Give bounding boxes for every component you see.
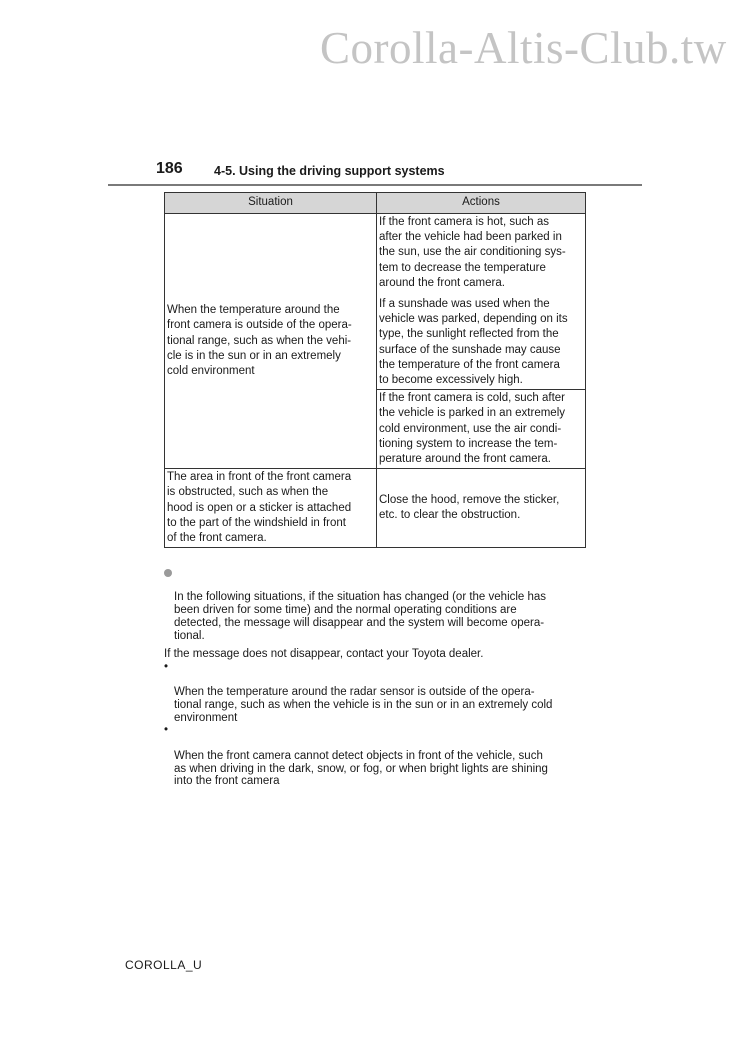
action-text: If a sunshade was used when the vehicle was parked, depending on its type, the sunlight reflected from the surface of the sunshade may cause the temperature of the front camera to become excessively high.: [379, 298, 568, 387]
column-header-actions: Actions: [377, 193, 586, 214]
notes-section: [164, 566, 594, 788]
bullet-dot: •: [164, 660, 169, 673]
bullet-dot: •: [164, 724, 169, 737]
footer-label: COROLLA_U: [125, 958, 203, 972]
watermark: Corolla-Altis-Club.tw: [320, 23, 727, 73]
page-number: 186: [156, 160, 183, 177]
action-cell: [377, 390, 586, 469]
action-text: If the front camera is hot, such as after the vehicle had been parked in the sun, use the air conditioning sys- tem to decrease the temperature around the front camera.: [379, 216, 566, 289]
situation-text: When the temperature around the front camera is outside of the opera- tional range, such as when the vehi- cle is in the sun or in an extremely cold environment: [167, 304, 352, 377]
action-cell: [377, 469, 586, 548]
section-title: 4-5. Using the driving support systems: [214, 164, 445, 178]
situation-cell: [165, 214, 377, 469]
table-row: [165, 214, 586, 390]
page-header: [108, 160, 642, 186]
column-header-situation: Situation: [165, 193, 377, 214]
circle-bullet-icon: [164, 569, 172, 577]
action-text: If the front camera is cold, such after the vehicle is parked in an extremely cold environment, use the air condi- tioning system to increase the tem- perature around the front camera.: [379, 392, 566, 466]
list-item-text: When the temperature around the radar sensor is outside of the opera- tional range, such as when the vehicle is in the sun or in an extremely cold environment: [174, 686, 553, 724]
table-header-row: [165, 193, 586, 214]
action-cell: [377, 214, 586, 390]
situation-text: The area in front of the front camera is obstructed, such as when the hood is open or a sticker is attached to the part of the windshield in front of the front camera.: [167, 471, 352, 545]
note-paragraph: [164, 566, 594, 642]
list-item: [164, 724, 594, 788]
action-text: Close the hood, remove the sticker, etc. to clear the obstruction.: [379, 494, 560, 522]
table-row: [165, 469, 586, 548]
dealer-note: If the message does not disappear, contact your Toyota dealer.: [164, 648, 484, 661]
note-text: In the following situations, if the situation has changed (or the vehicle has been driven for some time) and the normal operating conditions are detected, the message will disappear and the system will become opera- tional.: [174, 591, 547, 642]
situation-actions-table: [164, 192, 586, 548]
list-item-text: When the front camera cannot detect objects in front of the vehicle, such as when driving in the dark, snow, or fog, or when bright lights are shining into the front camera: [174, 749, 548, 788]
list-item: [164, 661, 594, 725]
situation-cell: [165, 469, 377, 548]
